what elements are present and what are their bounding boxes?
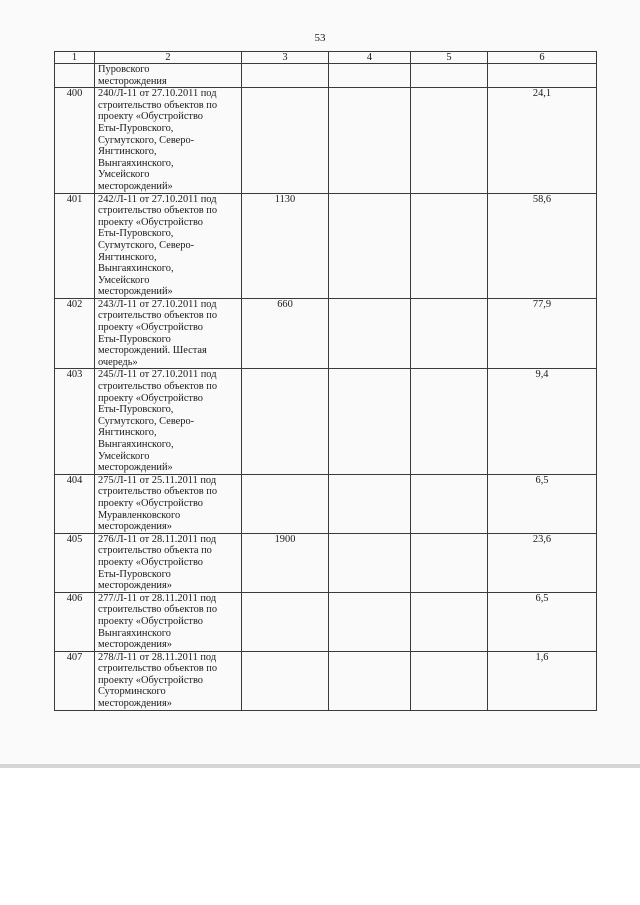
row-col3-value bbox=[242, 88, 329, 193]
continuation-row bbox=[55, 64, 597, 88]
row-description: 242/Л-11 от 27.10.2011 под строительство объектов по проекту «Обустройство Еты-Пуровского, Сугмутского, Северо- Янгтинского, Вынгаяхинского, Умсейского месторождений» bbox=[95, 193, 242, 298]
row-col4-value bbox=[329, 369, 411, 474]
row-col5-value bbox=[411, 592, 488, 651]
page-number: 53 bbox=[314, 32, 326, 44]
row-number: 404 bbox=[55, 474, 95, 533]
column-header-1: 1 bbox=[55, 52, 95, 64]
row-col5-value bbox=[411, 298, 488, 369]
column-header-6: 6 bbox=[488, 52, 597, 64]
row-col6-value: 6,5 bbox=[488, 592, 597, 651]
row-description: 276/Л-11 от 28.11.2011 под строительство объекта по проекту «Обустройство Еты-Пуровского месторождения» bbox=[95, 533, 242, 592]
row-col5-value bbox=[411, 474, 488, 533]
continuation-col3 bbox=[242, 64, 329, 88]
row-col4-value bbox=[329, 474, 411, 533]
row-col4-value bbox=[329, 592, 411, 651]
row-col4-value bbox=[329, 193, 411, 298]
row-col5-value bbox=[411, 88, 488, 193]
row-col4-value bbox=[329, 533, 411, 592]
row-number: 405 bbox=[55, 533, 95, 592]
row-number: 407 bbox=[55, 651, 95, 710]
table-row bbox=[55, 88, 597, 193]
row-description: 275/Л-11 от 25.11.2011 под строительство объектов по проекту «Обустройство Муравленковского месторождения» bbox=[95, 474, 242, 533]
continuation-col6 bbox=[488, 64, 597, 88]
row-col6-value: 58,6 bbox=[488, 193, 597, 298]
column-header-4: 4 bbox=[329, 52, 411, 64]
row-number: 402 bbox=[55, 298, 95, 369]
table-row bbox=[55, 298, 597, 369]
column-header-3: 3 bbox=[242, 52, 329, 64]
table-header-row bbox=[55, 52, 597, 64]
row-col3-value: 1900 bbox=[242, 533, 329, 592]
row-number: 401 bbox=[55, 193, 95, 298]
scan-bottom-edge bbox=[0, 764, 640, 768]
table-row bbox=[55, 592, 597, 651]
row-number: 406 bbox=[55, 592, 95, 651]
table-row bbox=[55, 474, 597, 533]
row-col3-value bbox=[242, 651, 329, 710]
continuation-text: Пуровского месторождения bbox=[95, 64, 242, 88]
row-col6-value: 1,6 bbox=[488, 651, 597, 710]
row-description: 245/Л-11 от 27.10.2011 под строительство объектов по проекту «Обустройство Еты-Пуровского, Сугмутского, Северо- Янгтинского, Вынгаяхинского, Умсейского месторождений» bbox=[95, 369, 242, 474]
column-header-2: 2 bbox=[95, 52, 242, 64]
row-col6-value: 9,4 bbox=[488, 369, 597, 474]
row-number: 403 bbox=[55, 369, 95, 474]
row-col4-value bbox=[329, 298, 411, 369]
row-col5-value bbox=[411, 369, 488, 474]
row-col3-value: 660 bbox=[242, 298, 329, 369]
land-plot-table bbox=[54, 51, 597, 711]
column-header-5: 5 bbox=[411, 52, 488, 64]
row-col3-value bbox=[242, 369, 329, 474]
row-col3-value bbox=[242, 474, 329, 533]
row-col6-value: 23,6 bbox=[488, 533, 597, 592]
table-row bbox=[55, 533, 597, 592]
row-col6-value: 6,5 bbox=[488, 474, 597, 533]
continuation-col5 bbox=[411, 64, 488, 88]
row-description: 278/Л-11 от 28.11.2011 под строительство объектов по проекту «Обустройство Суторминского месторождения» bbox=[95, 651, 242, 710]
row-col5-value bbox=[411, 533, 488, 592]
table-row bbox=[55, 651, 597, 710]
row-col3-value: 1130 bbox=[242, 193, 329, 298]
row-description: 277/Л-11 от 28.11.2011 под строительство объектов по проекту «Обустройство Вынгаяхинского месторождения» bbox=[95, 592, 242, 651]
row-description: 243/Л-11 от 27.10.2011 под строительство объектов по проекту «Обустройство Еты-Пуровского месторождений. Шестая очередь» bbox=[95, 298, 242, 369]
row-col4-value bbox=[329, 651, 411, 710]
row-number: 400 bbox=[55, 88, 95, 193]
row-description: 240/Л-11 от 27.10.2011 под строительство объектов по проекту «Обустройство Еты-Пуровского, Сугмутского, Северо- Янгтинского, Вынгаяхинского, Умсейского месторождений» bbox=[95, 88, 242, 193]
row-col6-value: 77,9 bbox=[488, 298, 597, 369]
row-col3-value bbox=[242, 592, 329, 651]
continuation-col4 bbox=[329, 64, 411, 88]
table-row bbox=[55, 369, 597, 474]
row-col5-value bbox=[411, 651, 488, 710]
continuation-num bbox=[55, 64, 95, 88]
row-col5-value bbox=[411, 193, 488, 298]
row-col6-value: 24,1 bbox=[488, 88, 597, 193]
row-col4-value bbox=[329, 88, 411, 193]
table-row bbox=[55, 193, 597, 298]
